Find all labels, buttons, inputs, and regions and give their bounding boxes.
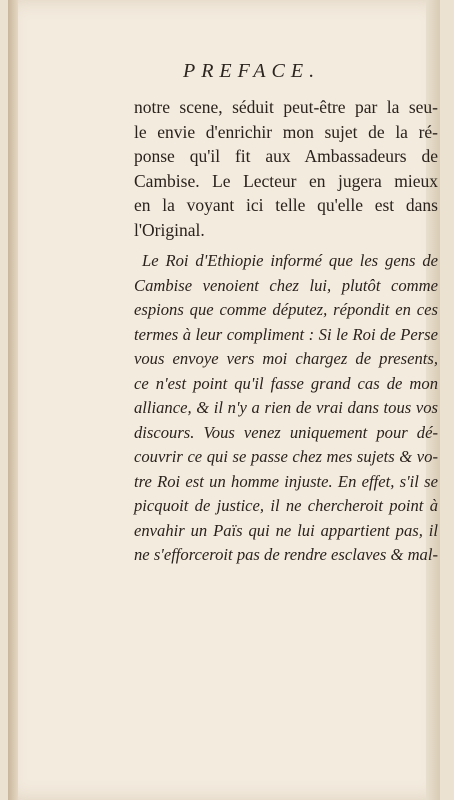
- text-line: discours. Vous venez uniquement pour dé-: [134, 422, 438, 442]
- text-line: couvrir ce qui se passe chez mes sujets & vo-: [134, 447, 438, 466]
- text-line: picquoit de justice, il ne chercheroit point à: [134, 496, 438, 515]
- text-line: ponse qu'il fit aux Ambassadeurs de: [134, 146, 438, 166]
- text-line: l'Original.: [134, 219, 205, 240]
- text-line: alliance, & il n'y a rien de vrai dans tous vos: [134, 398, 438, 417]
- text-line: en la voyant ici telle qu'elle est dans: [134, 195, 438, 215]
- text-line: ce n'est point qu'il fasse grand cas de mon: [134, 373, 438, 393]
- text-line: Le Roi d'Ethiopie informé que les gens de: [142, 251, 438, 270]
- text-line: notre scene, séduit peut-être par la seu-: [134, 97, 438, 117]
- running-head: PREFACE.: [183, 60, 321, 82]
- text-line: termes à leur compliment : Si le Roi de Perse: [134, 324, 438, 344]
- roman-paragraph: [134, 95, 438, 242]
- text-line: Cambise venoient chez lui, plutôt comme: [134, 275, 438, 295]
- book-page: [8, 0, 440, 800]
- text-line: Cambise. Le Lecteur en jugera mieux: [134, 170, 438, 191]
- text-line: ne s'efforceroit pas de rendre esclaves & mal-: [134, 545, 438, 564]
- text-line: espions que comme députez, répondit en ces: [134, 300, 438, 319]
- text-line: vous envoye vers moi chargez de presents,: [134, 349, 438, 368]
- italic-quotation: [134, 249, 438, 568]
- text-line: envahir un Païs qui ne lui appartient pas, il: [134, 520, 438, 540]
- body-text: [134, 95, 438, 568]
- text-line: tre Roi est un homme injuste. En effet, s'il se: [134, 471, 438, 491]
- text-line: le envie d'enrichir mon sujet de la ré-: [134, 121, 438, 142]
- page-gutter: [8, 0, 18, 800]
